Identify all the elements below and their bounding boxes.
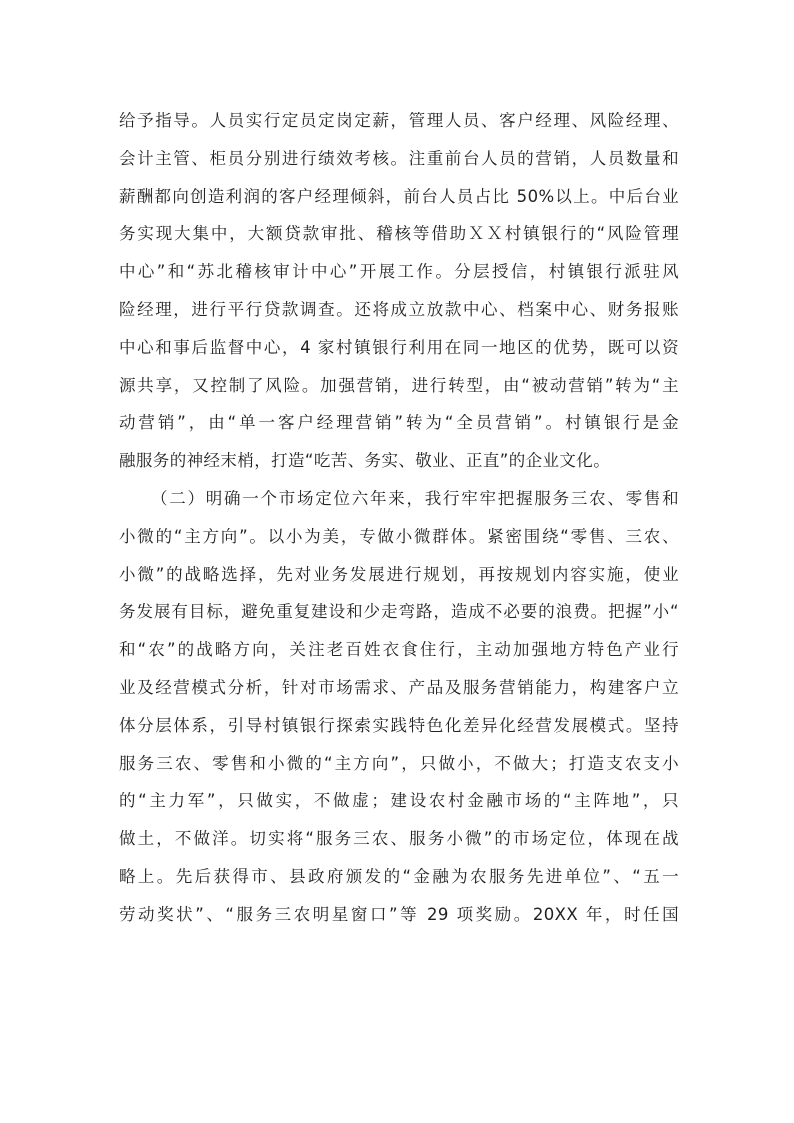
text-line: 薪酬都向创造利润的客户经理倾斜，前台人员占比 50%以上。中后台业 [119,186,679,206]
text-line: 务发展有目标，避免重复建设和少走弯路，造成不必要的浪费。把握”小“ [119,602,679,622]
text-line: 会计主管、柜员分别进行绩效考核。注重前台人员的营销，人员数量和 [119,148,679,168]
text-line: 小微”的战略选择，先对业务发展进行规划，再按规划内容实施，使业 [119,564,679,584]
text-line: 服务三农、零售和小微的“主方向”，只做小，不做大；打造支农支小 [119,753,679,773]
text-line: 小微的“主方向”。以小为美，专做小微群体。紧密围绕“零售、三农、 [119,526,679,546]
section-heading-line: （二）明确一个市场定位六年来，我行牢牢把握服务三农、零售和 [151,488,679,508]
paragraph-end-line: 融服务的神经末梢，打造“吃苦、务实、敬业、正直”的企业文化。 [119,451,611,471]
text-line: 动营销”，由“单一客户经理营销”转为“全员营销”。村镇银行是金 [119,413,679,433]
text-line: 劳动奖状”、“服务三农明星窗口”等 29 项奖励。20XX 年，时任国 [119,904,679,924]
text-line: 源共享，又控制了风险。加强营销，进行转型，由“被动营销”转为“主 [119,375,679,395]
text-line: 中心”和“苏北稽核审计中心”开展工作。分层授信，村镇银行派驻风 [119,262,679,282]
text-line: 和“农”的战略方向，关注老百姓衣食住行，主动加强地方特色产业行 [119,640,679,660]
text-line: 给予指导。人员实行定员定岗定薪，管理人员、客户经理、风险经理、 [119,111,679,130]
text-line: 务实现大集中，大额贷款审批、稽核等借助ＸＸ村镇银行的“风险管理 [119,224,679,244]
text-line: 的“主力军”，只做实，不做虚；建设农村金融市场的“主阵地”，只 [119,791,679,811]
text-line: 险经理，进行平行贷款调查。还将成立放款中心、档案中心、财务报账 [119,299,679,319]
text-line: 业及经营模式分析，针对市场需求、产品及服务营销能力，构建客户立 [119,677,679,697]
text-line: 体分层体系，引导村镇银行探索实践特色化差异化经营发展模式。坚持 [119,715,679,735]
text-line: 做土，不做洋。切实将“服务三农、服务小微”的市场定位，体现在战 [119,829,679,849]
text-line: 略上。先后获得市、县政府颁发的“金融为农服务先进单位”、“五一 [119,866,679,886]
text-line: 中心和事后监督中心，4 家村镇银行利用在同一地区的优势，既可以资 [119,337,679,357]
body-text [119,102,679,934]
